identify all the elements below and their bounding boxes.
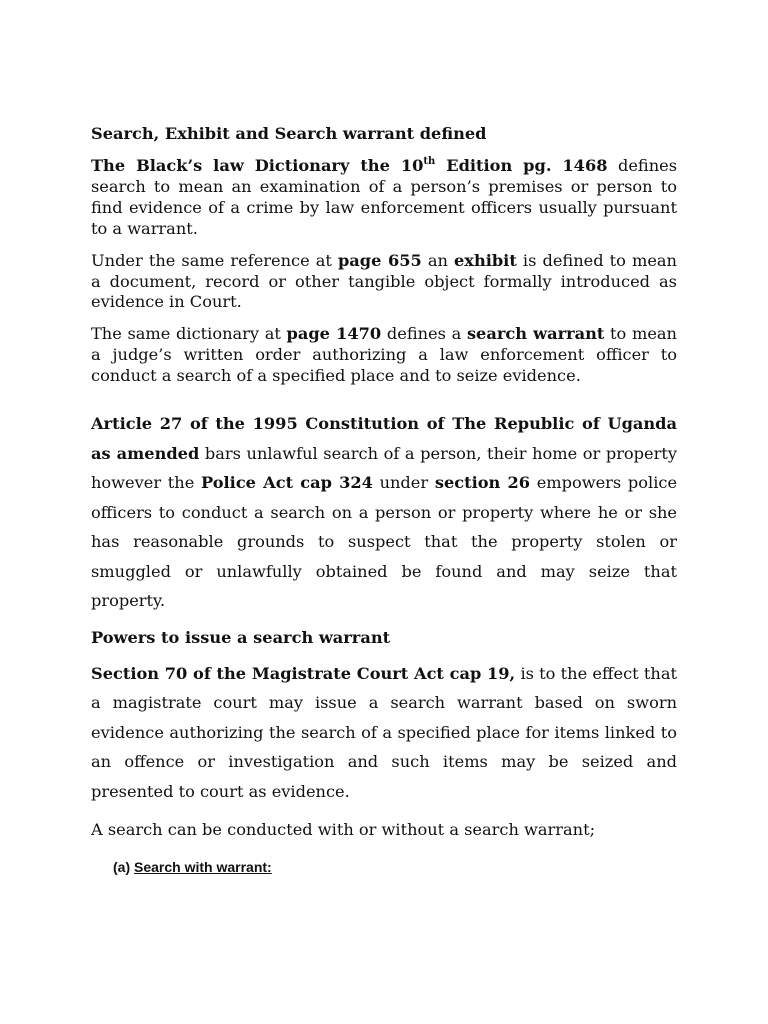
paragraph-search-definition	[91, 156, 677, 240]
paragraph-section-70: Section 70 of the Magistrate Court Act cap 19, is to the effect that a magistrate court may issue a search warrant based on sworn evidence authorizing the search of a specified place for items linked to an offence or investigation and such items may be seized and presented to court as evidence.	[91, 663, 677, 801]
paragraph-text: defines search to mean an examination of a person’s premises or person to find evidence of a crime by law enforcement officers usually pursuant to a warrant.	[91, 156, 678, 238]
document-page	[91, 118, 677, 877]
bold-section-70: Section 70 of the Magistrate Court Act cap 19,	[91, 663, 516, 683]
bold-police-act: Police Act cap 324	[200, 473, 373, 493]
bold-search-warrant: search warrant	[466, 324, 605, 344]
list-marker: (a)	[113, 858, 131, 875]
paragraph-article-27: Article 27 of the 1995 Constitution of The Republic of Uganda as amended bars unlawful search of a person, their home or property however the Police Act cap 324 under section 26 empowers police officers to conduct a search on a person or property where he or she has reasonable grounds to suspect that the property stolen or smuggled or unlawfully obtained be found and may seize that property.	[91, 414, 678, 611]
bold-article-27: Article 27 of the 1995 Constitution of The Republic of Uganda as amended	[91, 414, 677, 463]
bold-exhibit: exhibit	[454, 250, 517, 270]
list-item-search-with-warrant	[113, 857, 677, 877]
bold-section-26: section 26	[434, 473, 531, 493]
bold-page-655: page 655	[337, 250, 422, 270]
list-item-label: Search with warrant:	[134, 858, 272, 875]
paragraph-exhibit-definition: Under the same reference at page 655 an exhibit is defined to mean a document, record or other tangible object formally introduced as evidence in Court.	[91, 250, 677, 312]
superscript-th: th	[423, 156, 436, 167]
section-heading-powers: Powers to issue a search warrant	[91, 627, 391, 647]
bold-reference-blacks-law: The Black’s law Dictionary the 10th Edition pg. 1468	[91, 156, 608, 175]
paragraph-search-conduct: A search can be conducted with or without a search warrant;	[91, 820, 596, 840]
paragraph-search-warrant-definition: The same dictionary at page 1470 defines a search warrant to mean a judge’s written order authorizing a law enforcement officer to conduct a search of a specified place and to seize evidence.	[91, 324, 677, 386]
bold-page-1470: page 1470	[286, 324, 382, 344]
section-heading-definitions: Search, Exhibit and Search warrant defined	[91, 124, 487, 143]
